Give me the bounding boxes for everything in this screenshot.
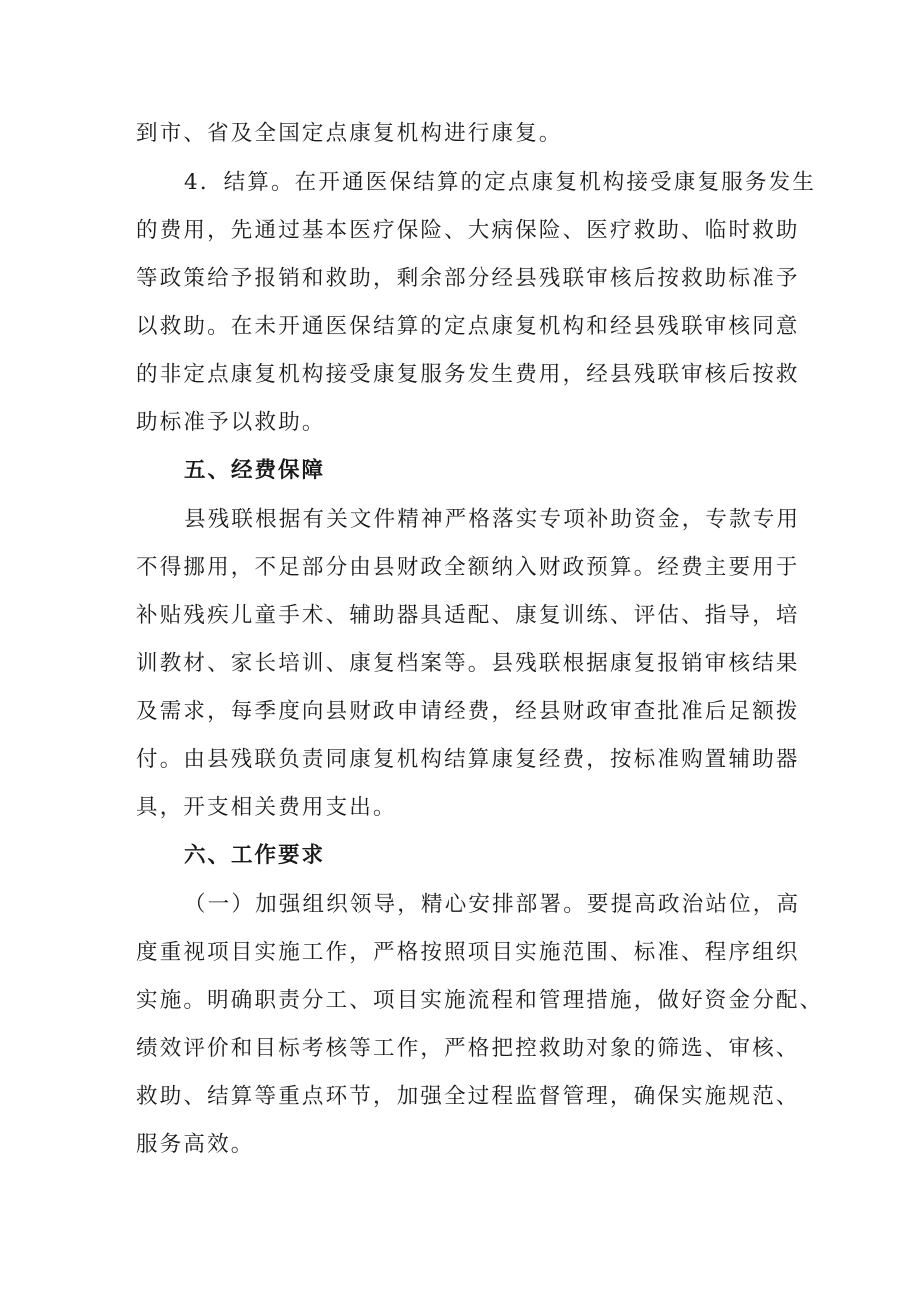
- text-line: 助标准予以救助。: [136, 410, 326, 435]
- text-line: 的费用，先通过基本医疗保险、大病保险、医疗救助、临时救助: [136, 218, 800, 243]
- text-line: 的非定点康复机构接受康复服务发生费用，经县残联审核后按救: [136, 362, 800, 387]
- text-line: 到市、省及全国定点康复机构进行康复。: [136, 121, 563, 146]
- text-line: 补贴残疾儿童手术、辅助器具适配、康复训练、评估、指导，培: [136, 603, 800, 628]
- text-line: 4．结算。在开通医保结算的定点康复机构接受康复服务发生: [184, 170, 817, 195]
- text-line: 具，开支相关费用支出。: [136, 795, 397, 820]
- text-line: 救助、结算等重点环节，加强全过程监督管理，确保实施规范、: [136, 1084, 800, 1109]
- section-heading: 五、经费保障: [184, 458, 326, 483]
- text-line: 服务高效。: [136, 1132, 255, 1157]
- text-line: （一）加强组织领导，精心安排部署。要提高政治站位，高: [184, 892, 801, 917]
- text-line: 及需求，每季度向县财政申请经费，经县财政审查批准后足额拨: [136, 699, 800, 724]
- text-line: 实施。明确职责分工、项目实施流程和管理措施，做好资金分配、: [136, 988, 824, 1013]
- text-line: 不得挪用，不足部分由县财政全额纳入财政预算。经费主要用于: [136, 555, 800, 580]
- text-line: 训教材、家长培训、康复档案等。县残联根据康复报销审核结果: [136, 651, 800, 676]
- text-line: 以救助。在未开通医保结算的定点康复机构和经县残联审核同意: [136, 314, 800, 339]
- text-line: 等政策给予报销和救助，剩余部分经县残联审核后按救助标准予: [136, 266, 800, 291]
- text-line: 绩效评价和目标考核等工作，严格把控救助对象的筛选、审核、: [136, 1036, 800, 1061]
- section-heading: 六、工作要求: [184, 843, 326, 868]
- text-line: 付。由县残联负责同康复机构结算康复经费，按标准购置辅助器: [136, 747, 800, 772]
- text-line: 度重视项目实施工作，严格按照项目实施范围、标准、程序组织: [136, 940, 800, 965]
- text-line: 县残联根据有关文件精神严格落实专项补助资金，专款专用: [184, 507, 801, 532]
